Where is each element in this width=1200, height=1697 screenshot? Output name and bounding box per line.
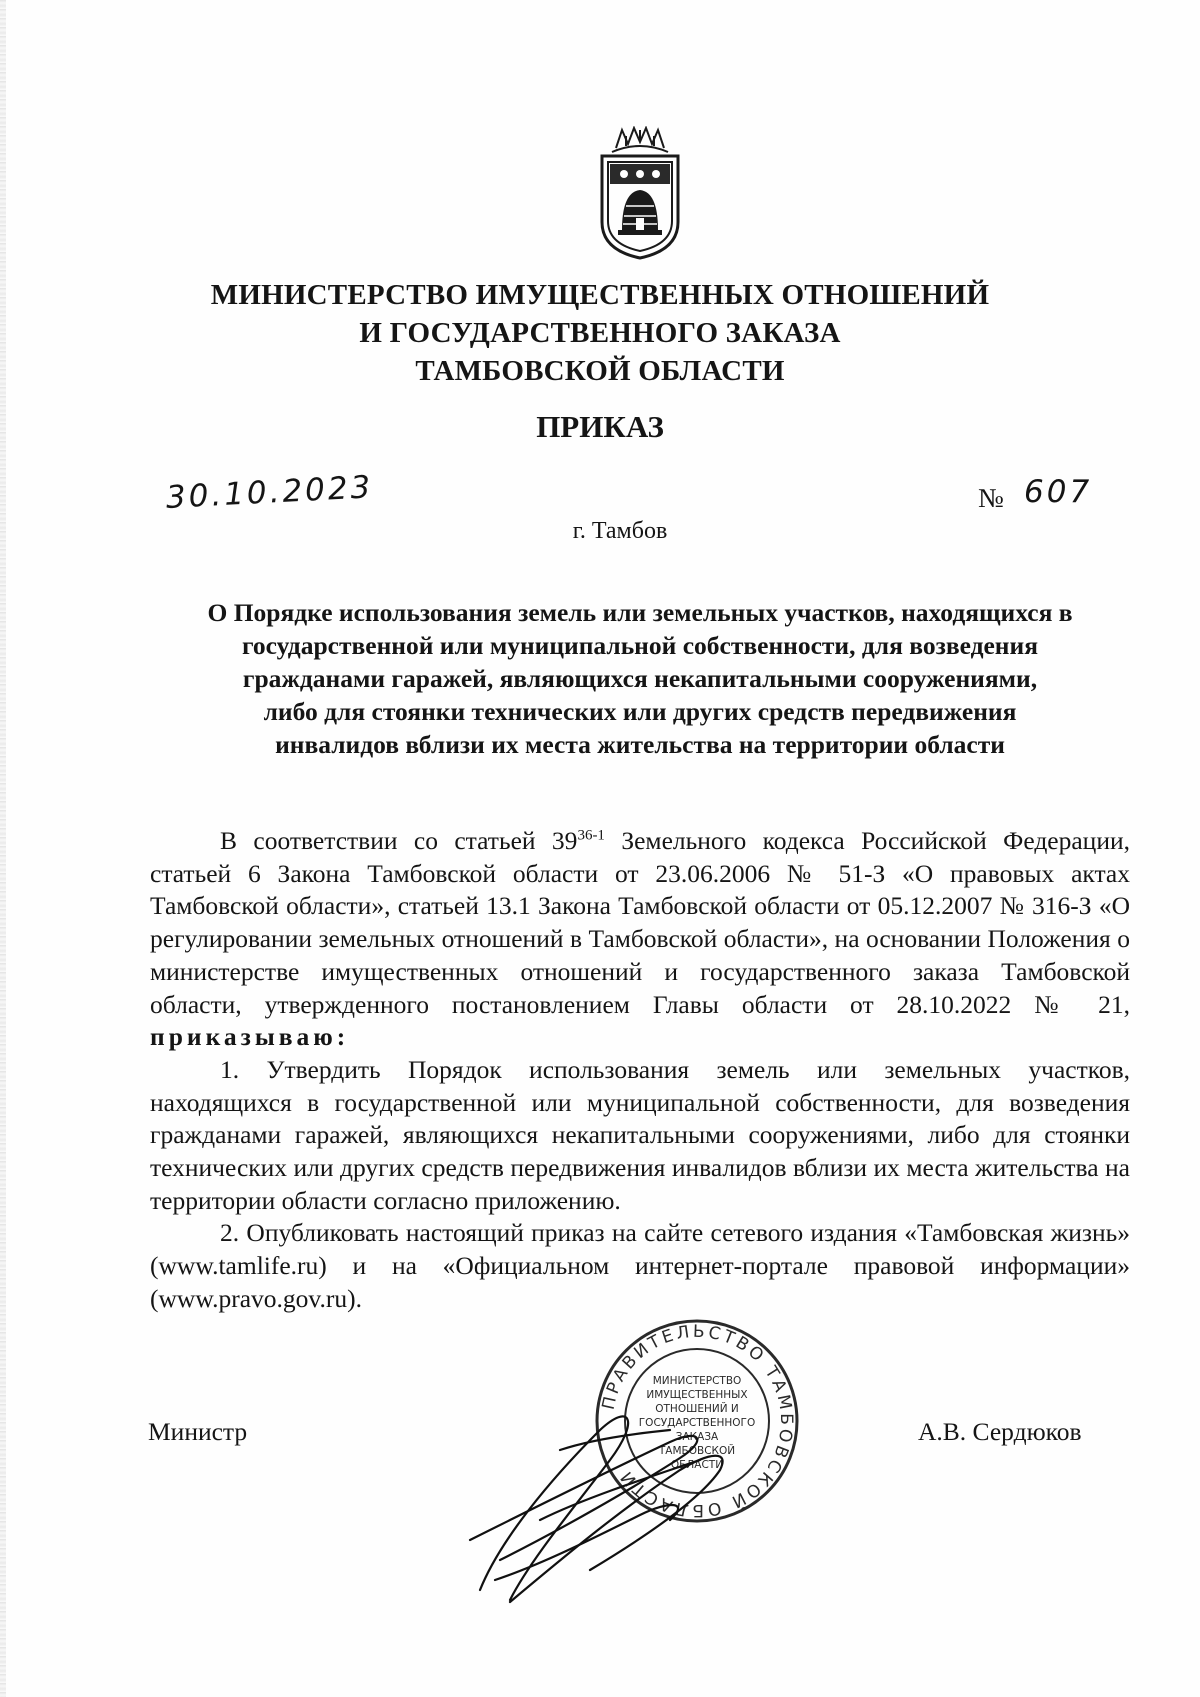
stamp-outer-text: ПРАВИТЕЛЬСТВО ТАМБОВСКОЙ ОБЛАСТИ: [598, 1321, 797, 1521]
stamp-line: ИМУЩЕСТВЕННЫХ: [646, 1389, 748, 1401]
stamp-line: ОБЛАСТИ: [670, 1459, 724, 1471]
number-label: №: [978, 483, 1004, 513]
stamp-line: ЗАКАЗА: [675, 1431, 719, 1443]
stamp-line: ОТНОШЕНИЙ И: [655, 1403, 739, 1415]
order-body: [150, 825, 1130, 1316]
scan-edge: [0, 0, 6, 1697]
title-line: инвалидов вблизи их места жительства на территории области: [275, 730, 1005, 759]
signatory-position: Министр: [148, 1417, 248, 1446]
document-type: ПРИКАЗ: [536, 409, 664, 444]
header-line: ТАМБОВСКОЙ ОБЛАСТИ: [415, 355, 785, 387]
article-superscript: 36-1: [577, 827, 605, 844]
stamp-line: ТАМБОВСКОЙ: [658, 1445, 736, 1457]
title-line: О Порядке использования земель или земельных участков, находящихся в: [207, 598, 1073, 627]
preamble-rest: Земельного кодекса Российской Федерации, статьей 6 Закона Тамбовской области от 23.06.2006 № 51-З «О правовых актах Тамбовской области», статьей 13.1 Закона Тамбовской области от 05.12.2007 № 316-З «О регулировании земельных отношений в Тамбовской области», на основании Положения о министерстве имущественных отношений и государственного заказа Тамбовской области, утвержденного постановлением Главы области от 28.10.2022 № 21,: [150, 826, 1130, 1019]
signatory-name: А.В. Сердюков: [918, 1417, 1082, 1446]
stamp-line: МИНИСТЕРСТВО: [652, 1375, 742, 1387]
handwritten-signature: [440, 1390, 780, 1620]
order-title: [150, 596, 1130, 761]
title-line: либо для стоянки технических или других средств передвижения: [263, 697, 1017, 726]
command-word: приказываю:: [150, 1022, 350, 1052]
preamble-start: В соответствии со статьей 39: [220, 826, 578, 855]
handwritten-number: 607: [1024, 474, 1093, 510]
header-line: МИНИСТЕРСТВО ИМУЩЕСТВЕННЫХ ОТНОШЕНИЙ: [210, 279, 990, 311]
stamp-line: ГОСУДАРСТВЕННОГО: [638, 1417, 756, 1429]
ministry-header: [0, 276, 1200, 390]
title-line: гражданами гаражей, являющихся некапитальными сооружениями,: [242, 664, 1038, 693]
tambov-coat-of-arms-icon: [588, 126, 692, 262]
item-1-paragraph: 1. Утвердить Порядок использования земель или земельных участков, находящихся в государственной или муниципальной собственности, для возведения гражданами гаражей, являющихся некапитальными сооружениями, либо для стоянки технических или других средств передвижения инвалидов вблизи их места жительства на территории области согласно приложению.: [150, 1054, 1130, 1215]
item-2-paragraph: 2. Опубликовать настоящий приказ на сайте сетевого издания «Тамбовская жизнь» (www.tamlife.ru) и на «Официальном интернет-портале правовой информации» (www.pravo.gov.ru).: [150, 1218, 1130, 1313]
title-line: государственной или муниципальной собственности, для возведения: [241, 631, 1038, 660]
handwritten-date: 30.10.2023: [165, 469, 375, 516]
preamble-paragraph: [150, 825, 1130, 1054]
city-line: г. Тамбов: [572, 518, 668, 544]
header-line: И ГОСУДАРСТВЕННОГО ЗАКАЗА: [359, 317, 841, 349]
